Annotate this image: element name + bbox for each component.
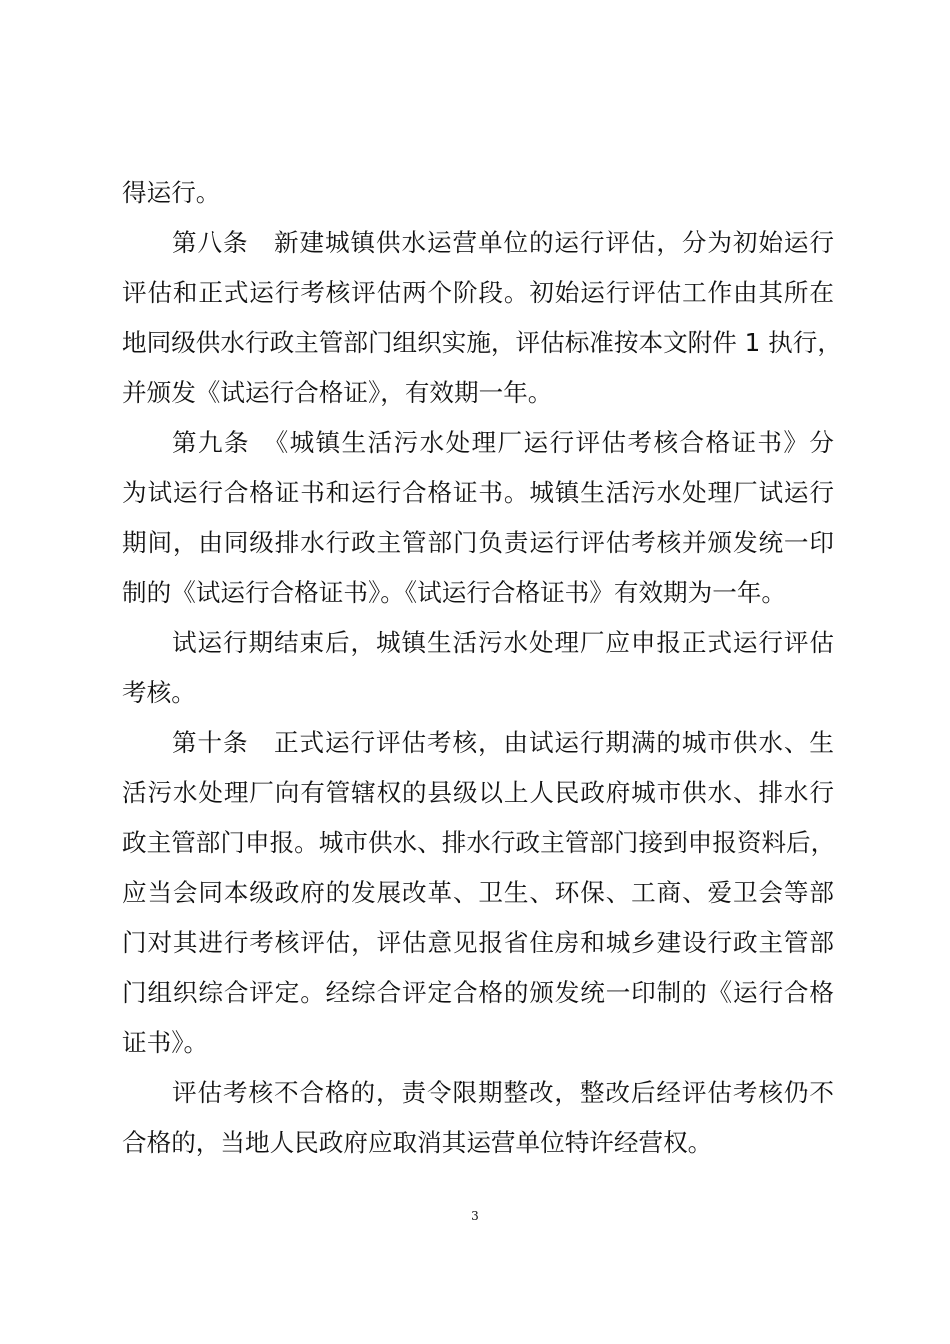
text-line: 证书》。: [122, 1028, 209, 1057]
text-line: 门对其进行考核评估，评估意见报省住房和城乡建设行政主管部: [122, 928, 834, 957]
text-line: 考核。: [122, 678, 196, 707]
text-line: 评估和正式运行考核评估两个阶段。初始运行评估工作由其所在: [122, 278, 834, 307]
article-8-heading-line: 第八条 新建城镇供水运营单位的运行评估，分为初始运行: [172, 228, 834, 257]
text-line: 并颁发《试运行合格证》，有效期一年。: [122, 378, 553, 407]
page-number: 3: [471, 1209, 479, 1223]
article-9-heading-line: 第九条 《城镇生活污水处理厂运行评估考核合格证书》分: [172, 428, 834, 457]
text-line: 制的《试运行合格证书》。《试运行合格证书》有效期为一年。: [122, 578, 787, 607]
text-line: 期间，由同级排水行政主管部门负责运行评估考核并颁发统一印: [122, 528, 834, 557]
text-line: 地同级供水行政主管部门组织实施，评估标准按本文附件 1 执行，: [122, 328, 842, 357]
text-line: 合格的，当地人民政府应取消其运营单位特许经营权。: [122, 1128, 713, 1157]
text-line: 为试运行合格证书和运行合格证书。城镇生活污水处理厂试运行: [122, 478, 834, 507]
article-10-heading-line: 第十条 正式运行评估考核，由试运行期满的城市供水、生: [172, 728, 834, 757]
text-line: 政主管部门申报。城市供水、排水行政主管部门接到申报资料后，: [122, 828, 836, 857]
text-line: 评估考核不合格的，责令限期整改，整改后经评估考核仍不: [172, 1078, 834, 1107]
text-line: 应当会同本级政府的发展改革、卫生、环保、工商、爱卫会等部: [122, 878, 834, 907]
text-line: 活污水处理厂向有管辖权的县级以上人民政府城市供水、排水行: [122, 778, 834, 807]
text-line: 得运行。: [122, 178, 221, 207]
text-line: 门组织综合评定。经综合评定合格的颁发统一印制的《运行合格: [122, 978, 834, 1007]
text-line: 试运行期结束后，城镇生活污水处理厂应申报正式运行评估: [172, 628, 834, 657]
